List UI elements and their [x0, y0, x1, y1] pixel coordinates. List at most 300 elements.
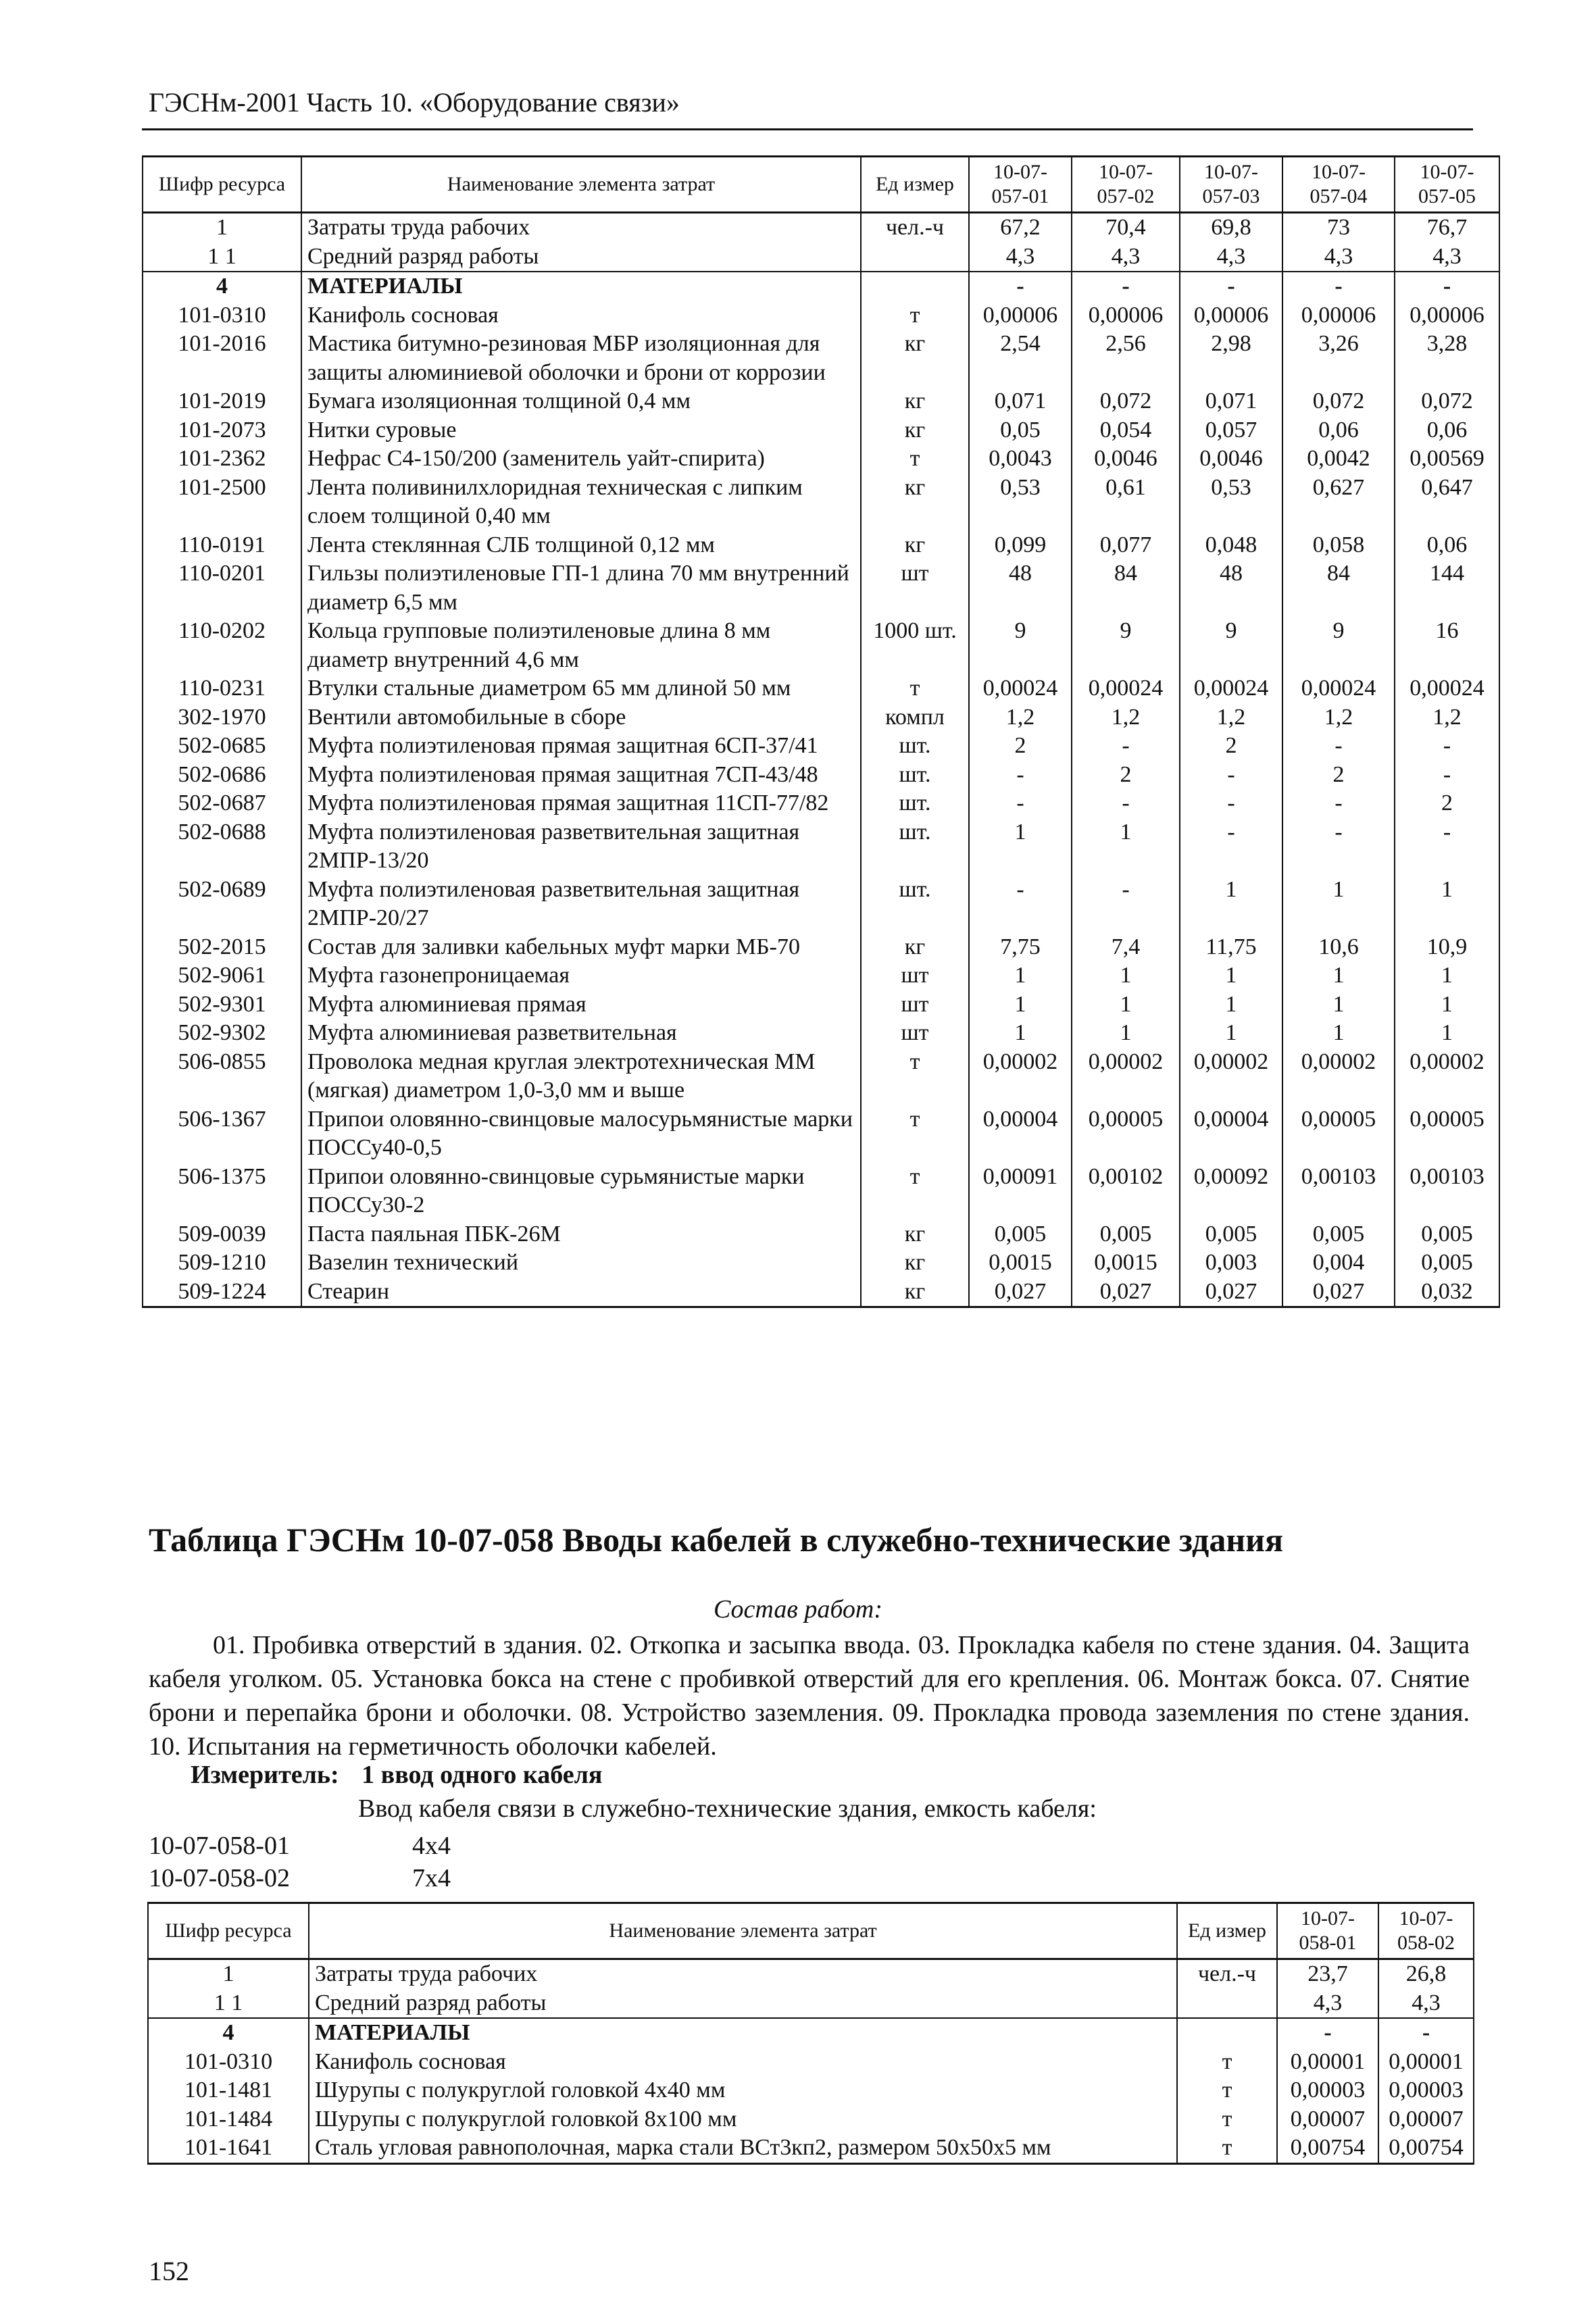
norm-value: 0,00005 [1395, 1105, 1499, 1163]
norm-value: 0,00102 [1072, 1163, 1180, 1220]
sostav-title: Состав работ: [713, 1595, 883, 1624]
table-row [143, 445, 1499, 474]
norm-value: 4,3 [1282, 243, 1395, 272]
unit: 1000 шт. [861, 617, 969, 674]
norm-value: 0,00005 [1282, 1105, 1395, 1163]
column-header: 10-07- 058-01 [1277, 1903, 1378, 1959]
unit: кг [861, 531, 969, 560]
norm-value: 0,53 [969, 474, 1072, 531]
norm-value: 76,7 [1395, 213, 1499, 243]
resource-table-057 [142, 155, 1500, 1308]
measure-line [191, 1760, 602, 1790]
resource-name: Нитки суровые [301, 416, 861, 445]
norm-value: 48 [1180, 559, 1282, 617]
resource-code: 1 1 [143, 243, 301, 272]
norm-value: 0,00002 [1395, 1048, 1499, 1105]
norm-value: 3,28 [1395, 330, 1499, 387]
norm-value: - [1378, 2018, 1474, 2048]
table-row [148, 2048, 1474, 2077]
norm-value: 0,00006 [1072, 301, 1180, 330]
norm-value: 48 [969, 559, 1072, 617]
norm-value: 1,2 [1282, 703, 1395, 732]
norm-value: - [1282, 272, 1395, 301]
resource-name: Лента поливинилхлоридная техническая с липким слоем толщиной 0,40 мм [301, 474, 861, 531]
norm-value: - [1072, 732, 1180, 761]
norm-value: - [1072, 272, 1180, 301]
unit: шт. [861, 818, 969, 876]
norm-value: 1 [1180, 961, 1282, 990]
table-row [143, 243, 1499, 272]
norm-value: 2 [1395, 789, 1499, 818]
norm-value: 0,054 [1072, 416, 1180, 445]
unit: шт. [861, 876, 969, 933]
resource-code: 509-1210 [143, 1249, 301, 1278]
table-row [148, 2134, 1474, 2163]
page-header: ГЭСНм-2001 Часть 10. «Оборудование связи» [149, 87, 680, 118]
unit: т [1177, 2048, 1277, 2077]
norm-value: 0,032 [1395, 1278, 1499, 1307]
norm-value: 0,647 [1395, 474, 1499, 531]
unit: чел.-ч [861, 213, 969, 243]
resource-code: 101-0310 [148, 2048, 309, 2077]
resource-code: 101-0310 [143, 301, 301, 330]
norm-value: - [969, 876, 1072, 933]
resource-name: Канифоль сосновая [301, 301, 861, 330]
resource-code: 4 [143, 272, 301, 301]
norm-value: 1 [1282, 876, 1395, 933]
resource-code: 502-0688 [143, 818, 301, 876]
resource-name: Бумага изоляционная толщиной 0,4 мм [301, 387, 861, 416]
resource-code: 506-0855 [143, 1048, 301, 1105]
unit: чел.-ч [1177, 1959, 1277, 1989]
norm-value: 2,54 [969, 330, 1072, 387]
norm-value: 9 [1180, 617, 1282, 674]
resource-code: 101-1484 [148, 2105, 309, 2134]
column-header: 10-07- 057-01 [969, 157, 1072, 213]
resource-name: Сталь угловая равнополочная, марка стали ВСт3кп2, размером 50x50x5 мм [309, 2134, 1177, 2163]
norm-value: 0,0046 [1180, 445, 1282, 474]
norm-value: 67,2 [969, 213, 1072, 243]
norm-value: 0,61 [1072, 474, 1180, 531]
unit: шт [861, 1019, 969, 1048]
unit: кг [861, 416, 969, 445]
norm-value: 84 [1072, 559, 1180, 617]
resource-code: 502-0687 [143, 789, 301, 818]
norm-value: 0,06 [1395, 531, 1499, 560]
resource-name: Муфта полиэтиленовая прямая защитная 11СП-77/82 [301, 789, 861, 818]
norm-value: 0,005 [969, 1220, 1072, 1249]
resource-code: 506-1367 [143, 1105, 301, 1163]
norm-value: 0,027 [969, 1278, 1072, 1307]
resource-code: 1 1 [148, 1989, 309, 2019]
norm-value: 144 [1395, 559, 1499, 617]
norm-value: 2,56 [1072, 330, 1180, 387]
norm-value: 0,00091 [969, 1163, 1072, 1220]
unit: кг [861, 1249, 969, 1278]
resource-name: Кольца групповые полиэтиленовые длина 8 мм диаметр внутренний 4,6 мм [301, 617, 861, 674]
norm-value: 0,00004 [969, 1105, 1072, 1163]
table-row [148, 2018, 1474, 2048]
norm-value: 1 [1282, 1019, 1395, 1048]
unit: шт [861, 990, 969, 1020]
table-row [143, 1278, 1499, 1307]
table-body [148, 1959, 1474, 2164]
norm-value: 0,00024 [1180, 674, 1282, 703]
unit: кг [861, 330, 969, 387]
variant-code: 10-07-058-02 [149, 1864, 290, 1892]
norm-value: 3,26 [1282, 330, 1395, 387]
resource-code: 502-9301 [143, 990, 301, 1020]
norm-value: 0,072 [1282, 387, 1395, 416]
resource-name: Втулки стальные диаметром 65 мм длиной 50 мм [301, 674, 861, 703]
resource-name: Затраты труда рабочих [309, 1959, 1177, 1989]
unit: т [1177, 2134, 1277, 2163]
norm-value: 7,4 [1072, 933, 1180, 962]
norm-value: 10,6 [1282, 933, 1395, 962]
norm-value: 23,7 [1277, 1959, 1378, 1989]
norm-value: 0,00007 [1277, 2105, 1378, 2134]
column-header: 10-07- 057-03 [1180, 157, 1282, 213]
norm-value: 2 [969, 732, 1072, 761]
table-row [143, 703, 1499, 732]
norm-value: 0,00007 [1378, 2105, 1474, 2134]
norm-value: - [1282, 732, 1395, 761]
norm-value: - [1282, 818, 1395, 876]
norm-value: - [1180, 272, 1282, 301]
table-row [143, 1105, 1499, 1163]
unit: т [861, 301, 969, 330]
unit: шт. [861, 789, 969, 818]
norm-value: 0,00006 [1282, 301, 1395, 330]
resource-name: Шурупы с полукруглой головкой 4x40 мм [309, 2076, 1177, 2105]
norm-value: 0,0046 [1072, 445, 1180, 474]
norm-value: - [1072, 789, 1180, 818]
norm-value: - [1395, 818, 1499, 876]
norm-value: 0,072 [1395, 387, 1499, 416]
norm-value: 0,00092 [1180, 1163, 1282, 1220]
norm-value: 0,00002 [1072, 1048, 1180, 1105]
norm-value: - [1282, 789, 1395, 818]
norm-value: 0,027 [1072, 1278, 1180, 1307]
table-row [148, 1989, 1474, 2019]
resource-code: 110-0191 [143, 531, 301, 560]
resource-name: Стеарин [301, 1278, 861, 1307]
norm-value: 11,75 [1180, 933, 1282, 962]
norm-value: 1,2 [969, 703, 1072, 732]
norm-value: 0,00006 [969, 301, 1072, 330]
column-header: Наименование элемента затрат [309, 1903, 1177, 1959]
unit: т [861, 1163, 969, 1220]
resource-code: 506-1375 [143, 1163, 301, 1220]
table-row [143, 1019, 1499, 1048]
resource-name: Канифоль сосновая [309, 2048, 1177, 2077]
norm-value: 2,98 [1180, 330, 1282, 387]
norm-value: 0,627 [1282, 474, 1395, 531]
resource-table-058 [147, 1902, 1474, 2165]
resource-code: 302-1970 [143, 703, 301, 732]
column-header: Шифр ресурса [143, 157, 301, 213]
norm-value: 0,0042 [1282, 445, 1395, 474]
resource-name: Вентили автомобильные в сборе [301, 703, 861, 732]
resource-code: 110-0201 [143, 559, 301, 617]
table-row [143, 272, 1499, 301]
norm-value: 0,00006 [1395, 301, 1499, 330]
norm-value: - [1072, 876, 1180, 933]
norm-value: 0,005 [1395, 1220, 1499, 1249]
column-header: Шифр ресурса [148, 1903, 309, 1959]
norm-value: 1 [1072, 961, 1180, 990]
norm-value: 0,057 [1180, 416, 1282, 445]
resource-code: 502-0685 [143, 732, 301, 761]
norm-value: 0,00001 [1378, 2048, 1474, 2077]
unit: кг [861, 1220, 969, 1249]
unit: шт. [861, 732, 969, 761]
variant-row [149, 1863, 451, 1893]
norm-value: 1 [1282, 990, 1395, 1020]
resource-name: Вазелин технический [301, 1249, 861, 1278]
norm-value: 1 [969, 990, 1072, 1020]
table-row [143, 1163, 1499, 1220]
norm-value: 1 [969, 1019, 1072, 1048]
resource-code: 110-0202 [143, 617, 301, 674]
table-row [143, 559, 1499, 617]
norm-value: 0,00003 [1277, 2076, 1378, 2105]
table-row [143, 301, 1499, 330]
unit: т [861, 1105, 969, 1163]
resource-name: Муфта алюминиевая разветвительная [301, 1019, 861, 1048]
norm-value: 1 [1395, 876, 1499, 933]
norm-value: 0,005 [1282, 1220, 1395, 1249]
resource-code: 101-2073 [143, 416, 301, 445]
norm-value: 0,53 [1180, 474, 1282, 531]
norm-value: 0,048 [1180, 531, 1282, 560]
norm-value: 2 [1180, 732, 1282, 761]
norm-value: 0,00754 [1277, 2134, 1378, 2163]
variant-code: 10-07-058-01 [149, 1832, 290, 1860]
norm-value: 1 [1180, 990, 1282, 1020]
norm-value: 1 [1282, 961, 1395, 990]
column-header: 10-07- 057-05 [1395, 157, 1499, 213]
unit: шт [861, 961, 969, 990]
table-row [143, 761, 1499, 790]
norm-value: - [1395, 732, 1499, 761]
norm-value: 1 [1180, 1019, 1282, 1048]
table-row [143, 933, 1499, 962]
column-header: 10-07- 057-02 [1072, 157, 1180, 213]
norm-value: 4,3 [1395, 243, 1499, 272]
table-row [148, 2105, 1474, 2134]
norm-value: 0,00024 [1395, 674, 1499, 703]
unit [861, 243, 969, 272]
norm-value: 0,072 [1072, 387, 1180, 416]
resource-name: Средний разряд работы [309, 1989, 1177, 2019]
norm-value: 0,003 [1180, 1249, 1282, 1278]
norm-value: 0,00002 [1180, 1048, 1282, 1105]
norm-value: 0,00024 [1282, 674, 1395, 703]
column-header: Наименование элемента затрат [301, 157, 861, 213]
resource-code: 1 [143, 213, 301, 243]
norm-value: 16 [1395, 617, 1499, 674]
table-body [143, 213, 1499, 1307]
norm-value: 4,3 [969, 243, 1072, 272]
norm-value: 26,8 [1378, 1959, 1474, 1989]
table-row [143, 1220, 1499, 1249]
unit: т [1177, 2105, 1277, 2134]
norm-value: 0,06 [1282, 416, 1395, 445]
resource-name: МАТЕРИАЛЫ [301, 272, 861, 301]
unit: шт. [861, 761, 969, 790]
resource-name: Припои оловянно-свинцовые сурьмянистые марки ПОССу30-2 [301, 1163, 861, 1220]
norm-value: 0,005 [1180, 1220, 1282, 1249]
table-row [143, 990, 1499, 1020]
norm-value: 0,06 [1395, 416, 1499, 445]
norm-value: 2 [1072, 761, 1180, 790]
norm-value: 0,005 [1072, 1220, 1180, 1249]
table-header-row [148, 1903, 1474, 1959]
resource-code: 1 [148, 1959, 309, 1989]
unit: кг [861, 474, 969, 531]
column-header: 10-07- 058-02 [1378, 1903, 1474, 1959]
resource-name: Шурупы с полукруглой головкой 8x100 мм [309, 2105, 1177, 2134]
table-row [143, 617, 1499, 674]
column-header: Ед измер [1177, 1903, 1277, 1959]
unit: кг [861, 387, 969, 416]
sostav-text: 01. Пробивка отверстий в здания. 02. Откопка и засыпка ввода. 03. Прокладка кабеля по стене здания. 04. Защита кабеля уголком. 05. Установка бокса на стене с пробивкой отверстий для его крепления. 06. Монтаж бокса. 07. Снятие брони и перепайка брони и оболочки. 08. Устройство заземления. 09. Прокладка провода заземления по стене здания. 10. Испытания на герметичность оболочки кабелей. [149, 1631, 1470, 1761]
norm-value: 70,4 [1072, 213, 1180, 243]
norm-value: 9 [969, 617, 1072, 674]
unit: т [861, 1048, 969, 1105]
norm-value: 10,9 [1395, 933, 1499, 962]
resource-name: Муфта газонепроницаемая [301, 961, 861, 990]
norm-value: 0,0015 [1072, 1249, 1180, 1278]
unit: кг [861, 933, 969, 962]
variant-value: 7x4 [412, 1864, 451, 1892]
resource-name: Муфта полиэтиленовая разветвительная защитная 2МПР-13/20 [301, 818, 861, 876]
section-title: Таблица ГЭСНм 10-07-058 Вводы кабелей в служебно-технические здания [149, 1521, 1284, 1559]
norm-value: 0,004 [1282, 1249, 1395, 1278]
norm-value: 0,00024 [969, 674, 1072, 703]
table-row [143, 818, 1499, 876]
norm-value: 0,05 [969, 416, 1072, 445]
resource-code: 509-0039 [143, 1220, 301, 1249]
norm-value: 9 [1072, 617, 1180, 674]
norm-value: 0,00001 [1277, 2048, 1378, 2077]
resource-name: Нефрас С4-150/200 (заменитель уайт-спирита) [301, 445, 861, 474]
resource-name: МАТЕРИАЛЫ [309, 2018, 1177, 2048]
norm-value: 7,75 [969, 933, 1072, 962]
table-row [143, 789, 1499, 818]
norm-value: 1 [969, 818, 1072, 876]
norm-value: 0,00103 [1395, 1163, 1499, 1220]
norm-value: 0,027 [1180, 1278, 1282, 1307]
norm-value: 1 [1072, 1019, 1180, 1048]
table-row [143, 474, 1499, 531]
table-row [143, 876, 1499, 933]
resource-name: Затраты труда рабочих [301, 213, 861, 243]
resource-code: 101-1481 [148, 2076, 309, 2105]
norm-value: 1 [1395, 990, 1499, 1020]
norm-value: 1 [1395, 961, 1499, 990]
norm-value: 1 [969, 961, 1072, 990]
norm-value: - [969, 272, 1072, 301]
table-row [143, 674, 1499, 703]
resource-code: 509-1224 [143, 1278, 301, 1307]
unit: шт [861, 559, 969, 617]
resource-code: 4 [148, 2018, 309, 2048]
header-rule [142, 128, 1473, 130]
table-header-row [143, 157, 1499, 213]
resource-code: 110-0231 [143, 674, 301, 703]
column-header: 10-07- 057-04 [1282, 157, 1395, 213]
variant-value: 4x4 [412, 1832, 451, 1860]
resource-code: 101-2362 [143, 445, 301, 474]
norm-value: - [1277, 2018, 1378, 2048]
resource-code: 101-2019 [143, 387, 301, 416]
resource-code: 101-1641 [148, 2134, 309, 2163]
norm-value: 69,8 [1180, 213, 1282, 243]
page-number: 152 [149, 2256, 189, 2286]
resource-name: Паста паяльная ПБК-26М [301, 1220, 861, 1249]
norm-value: 0,00103 [1282, 1163, 1395, 1220]
table-row [143, 961, 1499, 990]
resource-code: 502-2015 [143, 933, 301, 962]
norm-value: - [1180, 818, 1282, 876]
table-row [148, 2076, 1474, 2105]
table-row [148, 1959, 1474, 1989]
unit [1177, 1989, 1277, 2019]
resource-code: 101-2500 [143, 474, 301, 531]
norm-value: 0,00754 [1378, 2134, 1474, 2163]
table-row [143, 213, 1499, 243]
norm-value: 9 [1282, 617, 1395, 674]
resource-name: Муфта полиэтиленовая разветвительная защитная 2МПР-20/27 [301, 876, 861, 933]
norm-value: 0,00002 [969, 1048, 1072, 1105]
table-row [143, 330, 1499, 387]
unit: компл [861, 703, 969, 732]
measure-label: Измеритель: [191, 1761, 339, 1789]
resource-name: Муфта полиэтиленовая прямая защитная 6СП-37/41 [301, 732, 861, 761]
table-row [143, 387, 1499, 416]
norm-value: 84 [1282, 559, 1395, 617]
norm-value: 0,00004 [1180, 1105, 1282, 1163]
norm-value: 1 [1180, 876, 1282, 933]
variants-caption: Ввод кабеля связи в служебно-технические здания, емкость кабеля: [358, 1794, 1097, 1823]
norm-value: 0,0043 [969, 445, 1072, 474]
norm-value: - [1180, 761, 1282, 790]
resource-name: Гильзы полиэтиленовые ГП-1 длина 70 мм внутренний диаметр 6,5 мм [301, 559, 861, 617]
resource-name: Мастика битумно-резиновая МБР изоляционная для защиты алюминиевой оболочки и брони от коррозии [301, 330, 861, 387]
norm-value: - [1180, 789, 1282, 818]
unit: т [1177, 2076, 1277, 2105]
norm-value: 1 [1072, 818, 1180, 876]
norm-value: 0,00006 [1180, 301, 1282, 330]
norm-value: 0,058 [1282, 531, 1395, 560]
resource-name: Проволока медная круглая электротехническая ММ (мягкая) диаметром 1,0-3,0 мм и выше [301, 1048, 861, 1105]
resource-code: 502-9302 [143, 1019, 301, 1048]
norm-value: 1,2 [1180, 703, 1282, 732]
resource-code: 502-0686 [143, 761, 301, 790]
norm-value: 0,099 [969, 531, 1072, 560]
resource-code: 502-9061 [143, 961, 301, 990]
unit: кг [861, 1278, 969, 1307]
norm-value: 0,00003 [1378, 2076, 1474, 2105]
unit: т [861, 445, 969, 474]
norm-value: 0,00024 [1072, 674, 1180, 703]
norm-value: 0,0015 [969, 1249, 1072, 1278]
norm-value: 73 [1282, 213, 1395, 243]
norm-value: 1 [1072, 990, 1180, 1020]
norm-value: 0,071 [1180, 387, 1282, 416]
